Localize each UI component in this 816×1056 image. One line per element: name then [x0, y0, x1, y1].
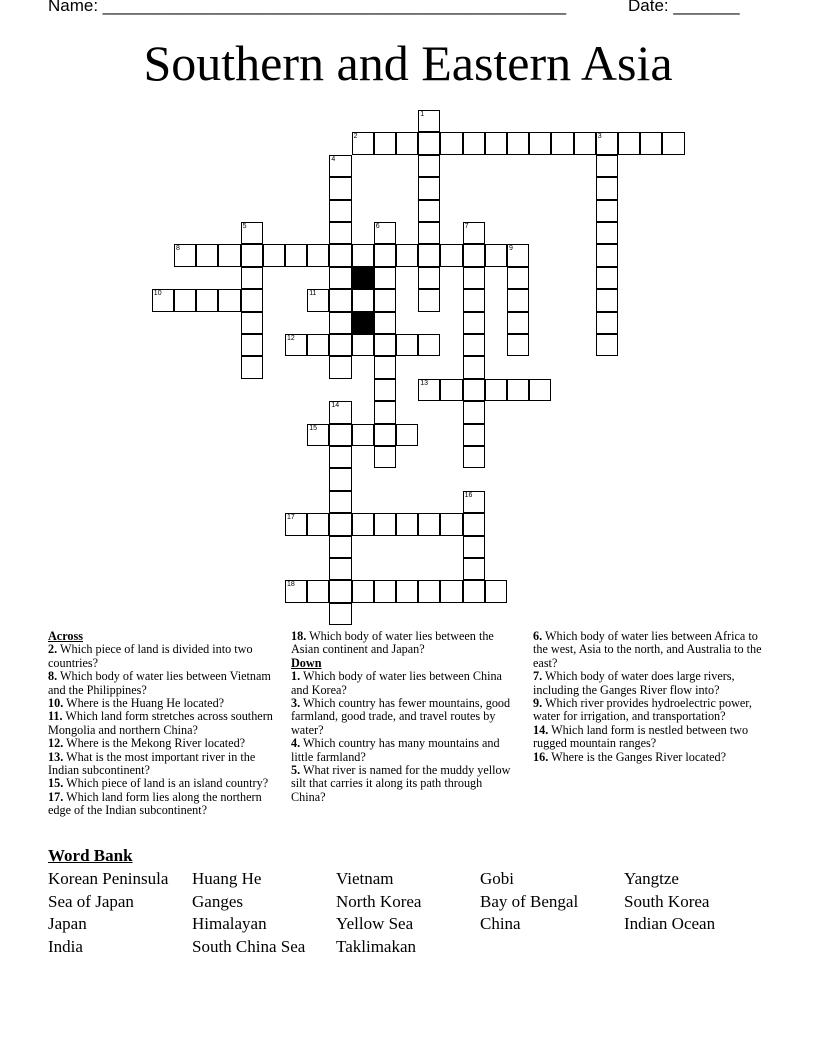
clue-number: 17	[287, 514, 295, 522]
crossword-cell[interactable]	[329, 401, 351, 423]
crossword-cell[interactable]	[396, 513, 418, 535]
down-clue-1: 1. Which body of water lies between China and Korea?	[291, 669, 502, 697]
word-bank-entry: Sea of Japan	[48, 891, 134, 911]
word-bank-entry: Himalayan	[192, 914, 267, 934]
down-clue-9: 9. Which river provides hydroelectric power, water for irrigation, and transportation?	[533, 696, 752, 724]
crossword-cell[interactable]	[285, 580, 307, 602]
crossword-cell[interactable]	[352, 580, 374, 602]
word-bank-entry: Yellow Sea	[336, 914, 414, 934]
across-clue-8: 8. Which body of water lies between Vietnam and the Philippines?	[48, 669, 271, 697]
crossword-cell[interactable]	[463, 424, 485, 446]
clue-number: 16	[464, 491, 473, 499]
crossword-cell[interactable]	[596, 312, 618, 334]
word-bank-entry: India	[48, 937, 83, 957]
word-bank-entry: North Korea	[336, 891, 422, 911]
clue-number: 1	[420, 111, 425, 118]
crossword-cell[interactable]	[196, 289, 218, 311]
crossword-cell[interactable]	[329, 244, 351, 266]
crossword-cell[interactable]	[396, 132, 418, 154]
clue-number: 3	[597, 133, 602, 141]
crossword-cell[interactable]	[241, 312, 263, 334]
crossword-cell[interactable]	[307, 424, 329, 446]
clue-number: 14	[331, 402, 340, 410]
crossword-cell[interactable]	[241, 289, 263, 311]
word-bank	[48, 868, 788, 959]
crossword-cell[interactable]	[440, 132, 462, 154]
crossword-cell[interactable]	[463, 132, 485, 154]
crossword-cell[interactable]	[418, 244, 440, 266]
crossword-cell[interactable]	[618, 132, 640, 154]
crossword-cell[interactable]	[418, 200, 440, 222]
crossword-cell[interactable]	[374, 222, 396, 244]
crossword-cell[interactable]	[241, 244, 263, 266]
clue-number: 18	[287, 581, 295, 589]
crossword-cell[interactable]	[329, 446, 351, 468]
page-title: Southern and Eastern Asia	[143, 35, 673, 91]
crossword-cell[interactable]	[307, 334, 329, 356]
crossword-cell[interactable]	[596, 267, 618, 289]
crossword-cell[interactable]	[329, 334, 351, 356]
crossword-cell[interactable]	[507, 244, 529, 266]
crossword-cell[interactable]	[174, 289, 196, 311]
word-bank-entry: Huang He	[192, 869, 262, 888]
clues-column-2	[291, 630, 511, 804]
crossword-cell[interactable]	[241, 356, 263, 378]
crossword-cell[interactable]	[440, 580, 462, 602]
crossword-cell[interactable]	[507, 379, 529, 401]
crossword-cell[interactable]	[329, 468, 351, 490]
crossword-cell[interactable]	[507, 267, 529, 289]
crossword-cell[interactable]	[263, 244, 285, 266]
crossword-cell[interactable]	[352, 513, 374, 535]
crossword-cell[interactable]	[418, 334, 440, 356]
crossword-cell[interactable]	[329, 267, 351, 289]
across-clue-17: 17. Which land form lies along the northern edge of the Indian subcontinent?	[48, 789, 262, 818]
crossword-cell[interactable]	[463, 267, 485, 289]
crossword-cell[interactable]	[307, 580, 329, 602]
crossword-cell[interactable]	[352, 334, 374, 356]
crossword-cell[interactable]	[463, 491, 485, 513]
across-heading: Across	[48, 629, 83, 643]
crossword-cell[interactable]	[329, 580, 351, 602]
crossword-cell[interactable]	[196, 244, 218, 266]
clue-number: 9	[509, 245, 513, 253]
word-bank-entry: Indian Ocean	[624, 914, 716, 934]
crossword-cell[interactable]	[329, 356, 351, 378]
crossword-cell[interactable]	[374, 244, 396, 266]
clue-number: 6	[375, 223, 380, 230]
crossword-cell[interactable]	[329, 558, 351, 580]
crossword-cell[interactable]	[640, 132, 662, 154]
clue-number: 5	[242, 223, 247, 230]
crossword-cell[interactable]	[285, 334, 307, 356]
crossword-cell[interactable]	[329, 289, 351, 311]
crossword-cell[interactable]	[596, 155, 618, 177]
clue-number: 2	[353, 133, 358, 141]
crossword-cell[interactable]	[374, 580, 396, 602]
crossword-cell[interactable]	[374, 446, 396, 468]
word-bank-title: Word Bank	[48, 846, 133, 865]
word-bank-entry: Bay of Bengal	[480, 891, 579, 911]
crossword-cell[interactable]	[307, 289, 329, 311]
across-clue-10: 10. Where is the Huang He located?	[48, 696, 225, 711]
crossword-cell[interactable]	[485, 244, 507, 266]
crossword-cell[interactable]	[174, 244, 196, 266]
crossword-cell[interactable]	[152, 289, 174, 311]
down-clue-3: 3. Which country has fewer mountains, good farmland, good trade, and travel routes by water?	[291, 696, 511, 737]
across-clue-15: 15. Which piece of land is an island country?	[48, 776, 269, 791]
crossword-cell[interactable]	[463, 222, 485, 244]
crossword-cell[interactable]	[485, 580, 507, 602]
crossword-cell[interactable]	[418, 289, 440, 311]
crossword-cell[interactable]	[329, 513, 351, 535]
word-bank-entry: Japan	[48, 914, 87, 934]
crossword-cell[interactable]	[485, 132, 507, 154]
crossword-cell[interactable]	[596, 244, 618, 266]
crossword-cell[interactable]	[463, 401, 485, 423]
crossword-cell[interactable]	[329, 312, 351, 334]
crossword-cell[interactable]	[662, 132, 684, 154]
crossword-cell[interactable]	[329, 222, 351, 244]
crossword-cell[interactable]	[507, 132, 529, 154]
down-clue-14: 14. Which land form is nestled between two rugged mountain ranges?	[533, 722, 749, 751]
crossword-cell[interactable]	[374, 356, 396, 378]
across-clue-13: 13. What is the most important river in the Indian subcontinent?	[48, 749, 256, 778]
crossword-cell[interactable]	[352, 424, 374, 446]
crossword-cell[interactable]	[374, 312, 396, 334]
clue-number: 7	[464, 223, 469, 230]
name-field[interactable]: Name: _________________________________________________	[48, 0, 567, 15]
crossword-cell[interactable]	[440, 244, 462, 266]
crossword-cell[interactable]	[396, 244, 418, 266]
crossword-cell[interactable]	[374, 289, 396, 311]
crossword-cell[interactable]	[374, 379, 396, 401]
crossword-cell[interactable]	[551, 132, 573, 154]
crossword-cell[interactable]	[485, 379, 507, 401]
clue-number: 15	[309, 424, 317, 432]
crossword-cell[interactable]	[285, 244, 307, 266]
crossword-cell[interactable]	[374, 424, 396, 446]
crossword-cell[interactable]	[285, 513, 307, 535]
crossword-cell[interactable]	[218, 244, 240, 266]
down-clue-6: 6. Which body of water lies between Africa to the west, Asia to the north, and Australia to the east?	[533, 629, 762, 670]
crossword-cell[interactable]	[396, 424, 418, 446]
crossword-cell[interactable]	[218, 289, 240, 311]
crossword-cell[interactable]	[329, 155, 351, 177]
crossword-cell[interactable]	[418, 267, 440, 289]
word-bank-entry: China	[480, 914, 521, 934]
crossword-cell[interactable]	[596, 200, 618, 222]
down-heading: Down	[291, 655, 322, 670]
crossword-cell[interactable]	[329, 491, 351, 513]
crossword-cell[interactable]	[374, 267, 396, 289]
black-square	[352, 312, 374, 334]
crossword-cell[interactable]	[463, 289, 485, 311]
down-clue-16: 16. Where is the Ganges River located?	[533, 749, 727, 764]
down-clue-5: 5. What river is named for the muddy yellow silt that carries it along its path through China?	[291, 763, 511, 804]
crossword-cell[interactable]	[418, 110, 440, 132]
word-bank-entry: Vietnam	[336, 869, 394, 888]
crossword-cell[interactable]	[574, 132, 596, 154]
word-bank-entry: Ganges	[192, 891, 243, 911]
crossword-cell[interactable]	[463, 513, 485, 535]
across-clue-18: 18. Which body of water lies between the Asian continent and Japan?	[291, 629, 494, 657]
crossword-cell[interactable]	[463, 244, 485, 266]
crossword-cell[interactable]	[507, 312, 529, 334]
crossword-cell[interactable]	[418, 222, 440, 244]
crossword-cell[interactable]	[529, 379, 551, 401]
crossword-cell[interactable]	[463, 580, 485, 602]
clue-number: 4	[331, 155, 336, 163]
crossword-cell[interactable]	[440, 513, 462, 535]
across-clue-11: 11. Which land form stretches across southern Mongolia and northern China?	[48, 709, 273, 737]
crossword-cell[interactable]	[463, 379, 485, 401]
crossword-cell[interactable]	[374, 513, 396, 535]
crossword-cell[interactable]	[374, 401, 396, 423]
word-bank-entry: Taklimakan	[336, 937, 417, 957]
crossword-cell[interactable]	[507, 334, 529, 356]
word-bank-entry: South Korea	[624, 891, 710, 911]
crossword-cell[interactable]	[307, 513, 329, 535]
crossword-cell[interactable]	[241, 222, 263, 244]
crossword-cell[interactable]	[507, 289, 529, 311]
crossword-cell[interactable]	[463, 446, 485, 468]
word-bank-entry: Gobi	[480, 869, 514, 888]
black-square	[352, 267, 374, 289]
crossword-cell[interactable]	[463, 312, 485, 334]
down-clue-7: 7. Which body of water does large rivers, including the Ganges River flow into?	[533, 669, 735, 697]
clues-column-3	[533, 630, 765, 764]
word-bank-entry: Korean Peninsula	[48, 869, 169, 888]
crossword-cell[interactable]	[463, 536, 485, 558]
crossword-cell[interactable]	[352, 244, 374, 266]
crossword-cell[interactable]	[329, 536, 351, 558]
down-clue-4: 4. Which country has many mountains and little farmland?	[291, 736, 500, 764]
clue-number: 12	[287, 335, 295, 342]
date-field[interactable]: Date: _______	[628, 0, 740, 15]
crossword-cell[interactable]	[329, 177, 351, 199]
crossword-cell[interactable]	[329, 200, 351, 222]
crossword-cell[interactable]	[241, 334, 263, 356]
crossword-cell[interactable]	[440, 379, 462, 401]
crossword-cell[interactable]	[418, 132, 440, 154]
crossword-cell[interactable]	[463, 356, 485, 378]
crossword-cell[interactable]	[374, 334, 396, 356]
crossword-cell[interactable]	[596, 222, 618, 244]
crossword-cell[interactable]	[352, 289, 374, 311]
crossword-cell[interactable]	[418, 177, 440, 199]
clue-number: 10	[153, 290, 162, 298]
crossword-cell[interactable]	[596, 334, 618, 356]
crossword-cell[interactable]	[596, 289, 618, 311]
crossword-cell[interactable]	[596, 177, 618, 199]
crossword-cell[interactable]	[418, 580, 440, 602]
crossword-cell[interactable]	[418, 513, 440, 535]
crossword-cell[interactable]	[374, 132, 396, 154]
crossword-cell[interactable]	[241, 267, 263, 289]
clue-number: 11	[309, 290, 317, 298]
word-bank-entry: South China Sea	[192, 937, 306, 957]
crossword-cell[interactable]	[396, 580, 418, 602]
crossword-cell[interactable]	[329, 424, 351, 446]
clues-column-1	[48, 630, 280, 818]
crossword-cell[interactable]	[463, 334, 485, 356]
crossword-cell[interactable]	[352, 132, 374, 154]
across-clue-2: 2. Which piece of land is divided into two countries?	[48, 642, 253, 670]
crossword-cell[interactable]	[396, 334, 418, 356]
crossword-cell[interactable]	[529, 132, 551, 154]
crossword-cell[interactable]	[418, 155, 440, 177]
crossword-cell[interactable]	[463, 558, 485, 580]
word-bank-entry: Yangtze	[624, 869, 679, 888]
crossword-cell[interactable]	[329, 603, 351, 625]
across-clue-12: 12. Where is the Mekong River located?	[48, 736, 246, 751]
clue-number: 8	[176, 245, 180, 253]
crossword-cell[interactable]	[596, 132, 618, 154]
crossword-cell[interactable]	[307, 244, 329, 266]
clue-number: 13	[420, 379, 428, 387]
crossword-cell[interactable]	[418, 379, 440, 401]
